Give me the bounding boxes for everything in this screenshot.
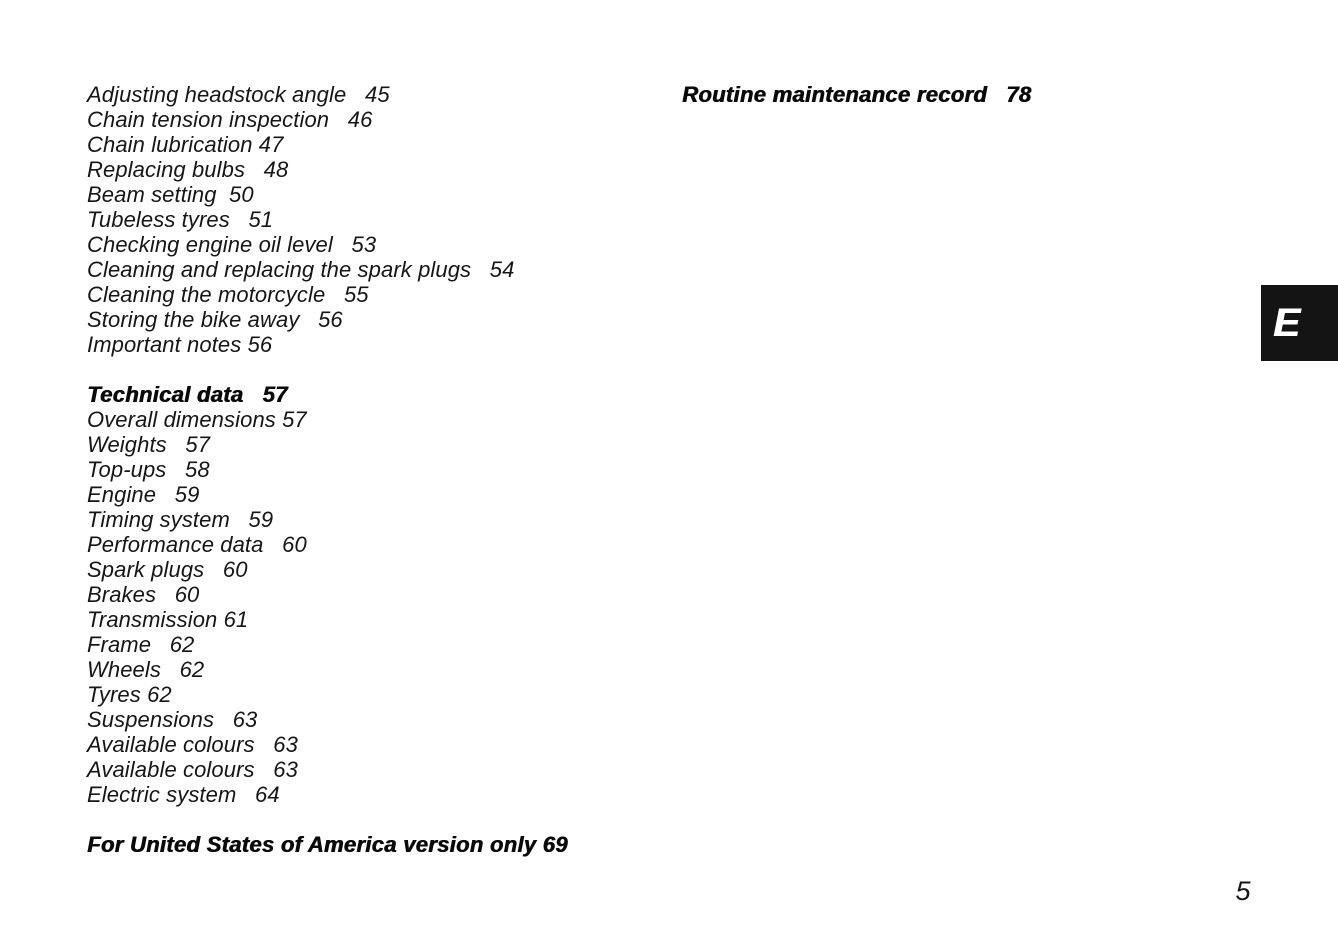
toc-entry: Cleaning and replacing the spark plugs 54 — [87, 257, 515, 282]
toc-entry: Chain lubrication 47 — [87, 132, 284, 157]
toc-entry: Wheels 62 — [87, 657, 205, 682]
toc-entry: Brakes 60 — [87, 582, 200, 607]
usa-version-heading: For United States of America version only 69 — [87, 832, 568, 857]
toc-entry: Weights 57 — [87, 432, 211, 457]
toc-right-column — [682, 82, 1031, 107]
page-number: 5 — [1235, 876, 1251, 906]
toc-entry: Spark plugs 60 — [87, 557, 248, 582]
toc-entry: Frame 62 — [87, 632, 195, 657]
toc-entry: Replacing bulbs 48 — [87, 157, 289, 182]
toc-entry: Performance data 60 — [87, 532, 307, 557]
toc-entry: Storing the bike away 56 — [87, 307, 343, 332]
toc-left-column — [87, 82, 568, 857]
toc-entry: Electric system 64 — [87, 782, 280, 807]
toc-entry: Tubeless tyres 51 — [87, 207, 274, 232]
toc-entry: Available colours 63 — [87, 757, 298, 782]
toc-entry: Checking engine oil level 53 — [87, 232, 377, 257]
toc-entry: Suspensions 63 — [87, 707, 258, 732]
routine-maintenance-heading: Routine maintenance record 78 — [682, 82, 1032, 107]
toc-entry: Tyres 62 — [87, 682, 172, 707]
toc-entry: Available colours 63 — [87, 732, 298, 757]
toc-entry: Transmission 61 — [87, 607, 249, 632]
toc-entry: Top-ups 58 — [87, 457, 210, 482]
toc-entry: Overall dimensions 57 — [87, 407, 307, 432]
toc-entry: Beam setting 50 — [87, 182, 254, 207]
language-section-tab — [1261, 285, 1338, 361]
toc-entry: Engine 59 — [87, 482, 200, 507]
toc-entry: Chain tension inspection 46 — [87, 107, 373, 132]
maintenance-items-list — [87, 82, 568, 357]
technical-items-list — [87, 407, 568, 807]
toc-entry: Important notes 56 — [87, 332, 273, 357]
toc-entry: Adjusting headstock angle 45 — [87, 82, 390, 107]
blank-line — [87, 357, 568, 382]
toc-entry: Cleaning the motorcycle 55 — [87, 282, 369, 307]
blank-line — [87, 807, 568, 832]
section-tab-letter: E — [1273, 301, 1300, 345]
technical-data-heading: Technical data 57 — [87, 382, 288, 407]
toc-entry: Timing system 59 — [87, 507, 274, 532]
